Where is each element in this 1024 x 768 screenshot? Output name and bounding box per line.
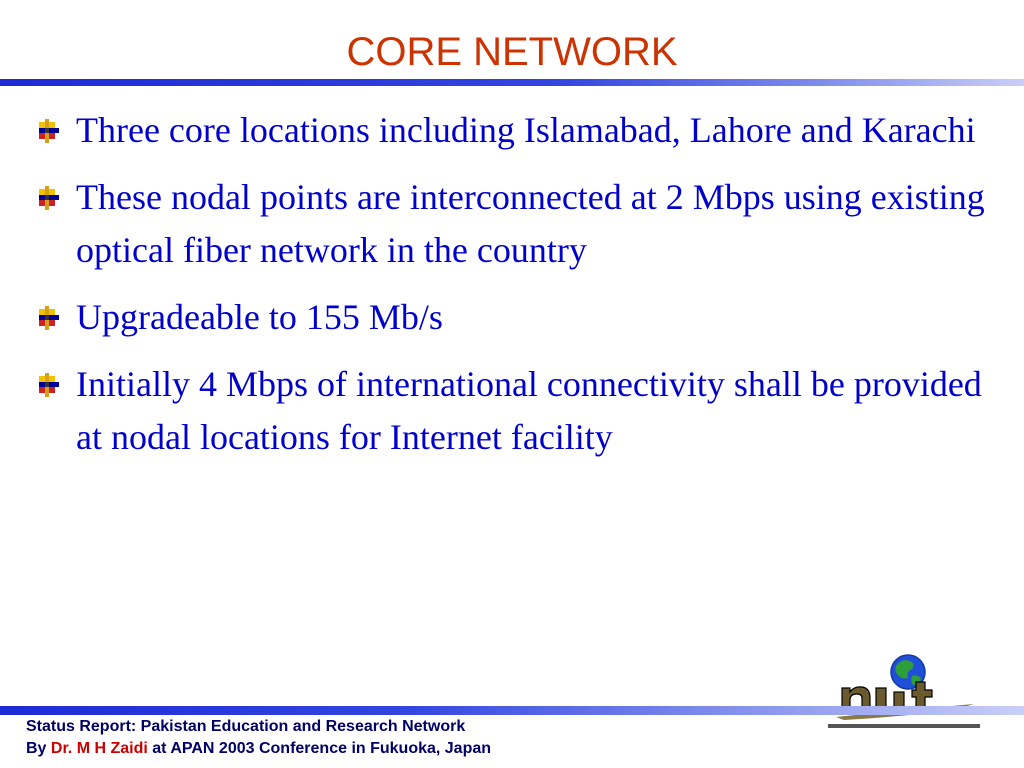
bullet-text: Upgradeable to 155 Mb/s bbox=[76, 297, 443, 337]
checkered-bullet-icon bbox=[36, 305, 64, 331]
footer-line-2 bbox=[26, 738, 491, 760]
bullet-item bbox=[36, 104, 1006, 157]
checkered-bullet-icon bbox=[36, 372, 64, 398]
footer-by: By bbox=[26, 740, 51, 757]
footer bbox=[26, 716, 491, 760]
title-underline-rule bbox=[0, 79, 1024, 86]
footer-conference: at APAN 2003 Conference in Fukuoka, Japan bbox=[147, 740, 492, 757]
checkered-bullet-icon bbox=[36, 185, 64, 211]
niit-logo bbox=[824, 652, 984, 734]
bullet-list bbox=[36, 104, 1006, 478]
bullet-text: Three core locations including Islamabad, Lahore and Karachi bbox=[76, 110, 976, 150]
bullet-item bbox=[36, 358, 1006, 464]
footer-line-1: Status Report: Pakistan Education and Research Network bbox=[26, 718, 466, 735]
footer-rule bbox=[0, 706, 1024, 715]
slide-title: CORE NETWORK bbox=[346, 30, 678, 74]
bullet-item bbox=[36, 171, 1006, 277]
footer-author: Dr. M H Zaidi bbox=[50, 740, 148, 757]
bullet-text: These nodal points are interconnected at 2 Mbps using existing optical fiber network in the country bbox=[76, 177, 985, 270]
logo-caption-line bbox=[828, 724, 980, 728]
bullet-text: Initially 4 Mbps of international connectivity shall be provided at nodal locations for Internet facility bbox=[76, 364, 982, 457]
checkered-bullet-icon bbox=[36, 118, 64, 144]
bullet-item bbox=[36, 291, 1006, 344]
